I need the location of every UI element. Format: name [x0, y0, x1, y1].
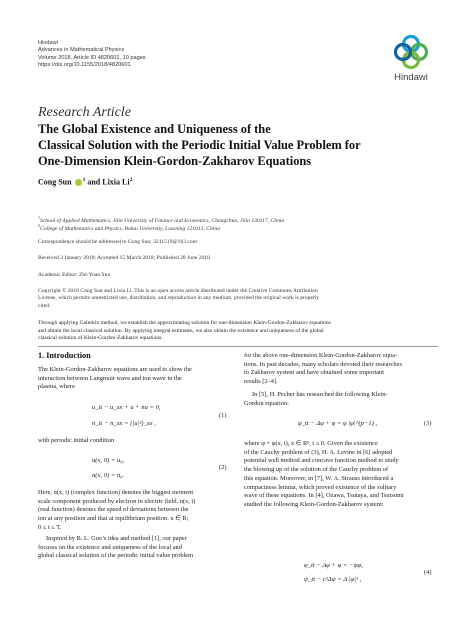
- affiliation-mark: 2: [38, 223, 40, 228]
- text-line: interaction between Langmuir wave and ion wave in the: [38, 374, 182, 382]
- equation-4-number: (4): [424, 569, 432, 576]
- text-line: global classical solution of the periodic initial value problem: [38, 552, 194, 560]
- hindawi-logo: [388, 34, 434, 88]
- publisher-name: Hindawi: [38, 40, 58, 46]
- affiliation-text: School of Applied Mathematics, Jilin University of Finance and Economics, Changchun, Jilin 130117, China: [40, 217, 285, 224]
- title-line: One-Dimension Klein-Gordon-Zakharov Equations: [38, 154, 312, 168]
- section-heading: 1. Introduction: [38, 351, 91, 360]
- right-paragraph-2: [244, 391, 388, 408]
- text-line: Inspired by B. L. Guo’s idea and method [1], our paper: [46, 535, 187, 542]
- text-line: to Zakharov system and have obtained some important: [244, 369, 385, 377]
- text-line: plasma, where: [38, 383, 75, 391]
- hindawi-rings-icon: [388, 34, 434, 72]
- journal-header: [38, 40, 146, 70]
- text-line: ion at any position and that at equilibrium position. x ∈ R;: [38, 515, 189, 523]
- text-line: results [2–4].: [244, 378, 278, 386]
- text-line: potential well method and concave function method to study: [244, 457, 399, 465]
- text-line: studied the following Klein-Gordon-Zakharov system:: [244, 500, 384, 508]
- publication-dates: Received 2 January 2018; Accepted 15 March 2018; Published 28 June 2018: [38, 255, 210, 261]
- text-line: the blowing up of the solution of the Cauchy problem of: [244, 466, 389, 474]
- copyright-line: Copyright © 2018 Cong Sun and Lixia Li. This is an open access article distributed under the Creative Commons Attribution: [38, 288, 318, 294]
- right-paragraph-3: [244, 440, 404, 510]
- doi-link[interactable]: https://doi.org/10.1155/2018/4820601: [38, 62, 131, 69]
- text-line: (real function) denotes the speed of deviations between the: [38, 506, 189, 514]
- text-line: where φ = φ(x, t), x ∈ Rⁿ, t ≥ 0. Given the existence: [244, 440, 378, 447]
- author-line: [38, 177, 132, 187]
- author-name[interactable]: Cong Sun: [38, 177, 72, 187]
- equation-4-line-2: ψ_tt − c²Δψ = Δ |φ|² ,: [304, 576, 362, 583]
- affiliation-mark: 1: [38, 215, 40, 220]
- academic-editor: Academic Editor: Zhi-Yuan Sun: [38, 272, 111, 278]
- equation-2-line-2: n(x, 0) = n₀.: [92, 472, 125, 479]
- text-line: tions. In past decades, many scholars devoted their researches: [244, 360, 402, 368]
- equation-1-line-1: u_tt − u_xx + u + nu = 0,: [92, 404, 161, 411]
- section-divider: [38, 346, 438, 347]
- left-paragraph-2: with periodic initial condition: [38, 437, 115, 444]
- journal-name: Advances in Mathematical Physics: [38, 47, 125, 54]
- text-line: focuses on the existence and uniqueness of the local and: [38, 543, 182, 551]
- volume-line: Volume 2018, Article ID 4820601, 10 pages: [38, 54, 146, 61]
- copyright-notice: [38, 288, 319, 310]
- copyright-line: cited.: [38, 302, 51, 309]
- left-paragraph-3: [38, 489, 195, 533]
- equation-1-line-2: n_tt − n_xx = (|u|²)_xx ,: [92, 420, 156, 427]
- correspondence: Correspondence should be addressed to Cong Sun; 3211519@163.com: [38, 239, 198, 245]
- text-line: In [5], H. Pecher has researched the following Klein-: [252, 391, 388, 398]
- author-name[interactable]: Lixia Li: [102, 177, 130, 187]
- equation-3: φ_tt − Δφ + φ = φ |φ|^(p−1) ,: [298, 420, 378, 427]
- text-line: of the Cauchy problem of (3), H. A. Levine in [6] adopted: [244, 448, 393, 456]
- author-affiliation-mark: 1: [82, 177, 86, 183]
- text-line: scale component produced by electron in electric field. n(x, t): [38, 497, 196, 505]
- title-line: Classical Solution with the Periodic Initial Value Problem for: [38, 138, 361, 152]
- affiliation-2: [38, 222, 220, 233]
- copyright-line: License, which permits unrestricted use, distribution, and reproduction in any medium, provided the original work is properly: [38, 295, 320, 302]
- text-line: 0 ≤ t ≤ T.: [38, 523, 62, 531]
- left-paragraph-1: [38, 366, 192, 392]
- left-paragraph-4: [38, 535, 193, 561]
- text-line: Here, u(x, t) (complex function) denotes the biggest moment: [38, 489, 194, 496]
- hindawi-logo-text: Hindawi: [394, 72, 428, 83]
- right-paragraph-1: [244, 352, 402, 387]
- text-line: wave of these equations. In [4], Ozawa, Tsutaya, and Tsutsumi: [244, 492, 404, 500]
- affiliation-text: College of Mathematics and Physics, Bohai University, Liaoning 121013, China: [40, 225, 220, 232]
- author-conjunction: and: [87, 177, 101, 187]
- orcid-icon[interactable]: [75, 179, 82, 186]
- article-type: Research Article: [38, 105, 131, 120]
- text-line: compactness lemma, which proved existence of the solitary: [244, 483, 397, 491]
- abstract-line: Through applying Galerkin method, we establish the approximating solution for one-dimension Klein-Gordon-Zakharov equations: [38, 320, 331, 326]
- text-line: this equation. Moreover, in [7], W. A. Strauss introduced a: [244, 474, 394, 482]
- abstract: [38, 320, 438, 343]
- equation-4-line-1: φ_tt − Δφ + φ = −ψφ,: [304, 562, 363, 569]
- text-line: The Klein-Gordon-Zakharov equations are used to show the: [38, 366, 192, 373]
- title-line: The Global Existence and Uniqueness of the: [38, 122, 271, 136]
- equation-2-line-1: u(x, 0) = u₀,: [92, 457, 125, 464]
- equation-1-number: (1): [219, 412, 227, 419]
- text-line: for the above one-dimension Klein-Gordon-Zakharov equa-: [244, 352, 398, 359]
- text-line: Gordon equation:: [244, 399, 289, 407]
- abstract-line: classical solution of Klein-Gordon-Zakharov equations.: [38, 335, 163, 342]
- equation-2-number: (2): [219, 464, 227, 471]
- article-title: [38, 121, 438, 169]
- author-affiliation-mark: 2: [129, 177, 133, 183]
- abstract-line: and obtain the local classical solution. By applying integral estimates, we also obtain the existence and uniqueness of the global: [38, 327, 324, 334]
- equation-3-number: (3): [424, 420, 432, 427]
